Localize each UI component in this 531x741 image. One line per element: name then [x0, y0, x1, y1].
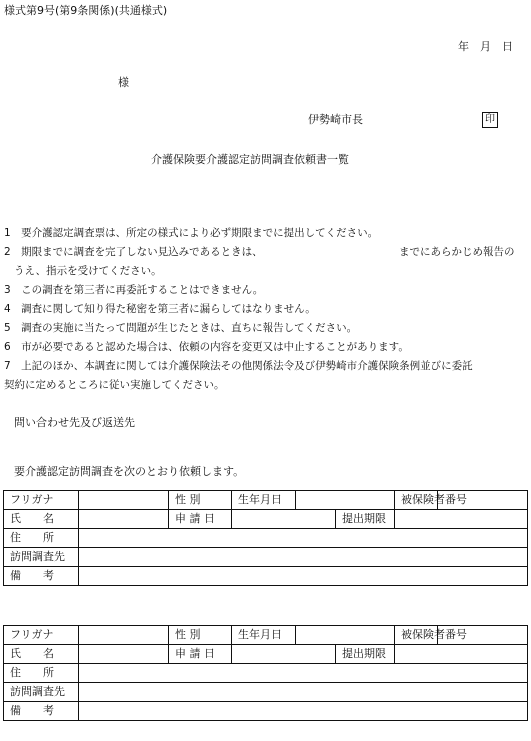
address-label: 住 所 — [4, 664, 79, 683]
table-row — [4, 548, 528, 567]
application-date-label: 申 請 日 — [169, 645, 232, 664]
name-field[interactable] — [79, 510, 169, 529]
address-field[interactable] — [79, 664, 528, 683]
sex-label: 性 別 — [169, 491, 232, 510]
instruction-7: 7 上記のほか、本調査に関しては介護保険法その他関係法令及び伊勢崎市介護保険条例並びに委託 — [4, 360, 473, 372]
issuer-name: 伊勢崎市長 — [308, 113, 363, 126]
remarks-label: 備 考 — [4, 567, 79, 586]
application-date-field[interactable] — [232, 510, 336, 529]
table-row — [4, 645, 528, 664]
request-text: 要介護認定訪問調査を次のとおり依頼します。 — [14, 465, 245, 478]
table-row — [4, 626, 528, 645]
application-date-label: 申 請 日 — [169, 510, 232, 529]
address-label: 住 所 — [4, 529, 79, 548]
visit-place-field[interactable] — [79, 548, 528, 567]
page-title: 介護保険要介護認定訪問調査依頼書一覧 — [151, 153, 349, 166]
birthdate-field[interactable] — [296, 626, 395, 645]
address-field[interactable] — [79, 529, 528, 548]
contact-label: 問い合わせ先及び返送先 — [14, 416, 135, 429]
remarks-field[interactable] — [79, 702, 528, 721]
deadline-field[interactable] — [395, 510, 528, 529]
request-table-2 — [3, 625, 528, 721]
instruction-7-line2: 契約に定めるところに従い実施してください。 — [4, 379, 225, 391]
instruction-5: 5 調査の実施に当たって問題が生じたときは、直ちに報告してください。 — [4, 322, 358, 334]
deadline-field[interactable] — [395, 645, 528, 664]
furigana-field[interactable] — [79, 491, 169, 510]
furigana-field[interactable] — [79, 626, 169, 645]
instruction-6: 6 市が必要であると認めた場合は、依頼の内容を変更又は中止することがあります。 — [4, 341, 409, 353]
deadline-label: 提出期限 — [336, 510, 395, 529]
table-row — [4, 491, 528, 510]
deadline-label: 提出期限 — [336, 645, 395, 664]
birthdate-label: 生年月日 — [232, 626, 296, 645]
request-table-1 — [3, 490, 528, 586]
instruction-3: 3 この調査を第三者に再委託することはできません。 — [4, 284, 264, 296]
sex-label: 性 別 — [169, 626, 232, 645]
visit-place-label: 訪問調査先 — [4, 683, 79, 702]
date-line: 年 月 日 — [458, 40, 513, 53]
table-row — [4, 529, 528, 548]
table-row — [4, 567, 528, 586]
instruction-2-line2: うえ、指示を受けてください。 — [14, 265, 162, 277]
furigana-label: フリガナ — [4, 491, 79, 510]
table-row — [4, 510, 528, 529]
birthdate-label: 生年月日 — [232, 491, 296, 510]
birthdate-field[interactable] — [296, 491, 395, 510]
remarks-field[interactable] — [79, 567, 528, 586]
name-field[interactable] — [79, 645, 169, 664]
instruction-4: 4 調査に関して知り得た秘密を第三者に漏らしてはなりません。 — [4, 303, 316, 315]
furigana-label: フリガナ — [4, 626, 79, 645]
visit-place-field[interactable] — [79, 683, 528, 702]
application-date-field[interactable] — [232, 645, 336, 664]
seal-mark: 印 — [482, 112, 498, 128]
name-label: 氏 名 — [4, 510, 79, 529]
table-row — [4, 683, 528, 702]
table-row — [4, 702, 528, 721]
form-number: 様式第9号(第9条関係)(共通様式) — [4, 4, 168, 17]
visit-place-label: 訪問調査先 — [4, 548, 79, 567]
table-row — [4, 664, 528, 683]
addressee-suffix: 様 — [118, 76, 129, 89]
instruction-2-continued: までにあらかじめ報告の — [399, 246, 515, 258]
instruction-1: 1 要介護認定調査票は、所定の様式により必ず期限までに提出してください。 — [4, 227, 379, 239]
instruction-2: 2 期限までに調査を完了しない見込みであるときは、 — [4, 246, 263, 258]
name-label: 氏 名 — [4, 645, 79, 664]
remarks-label: 備 考 — [4, 702, 79, 721]
insured-number-label: 被保険者番号 — [395, 491, 438, 510]
insured-number-label: 被保険者番号 — [395, 626, 438, 645]
